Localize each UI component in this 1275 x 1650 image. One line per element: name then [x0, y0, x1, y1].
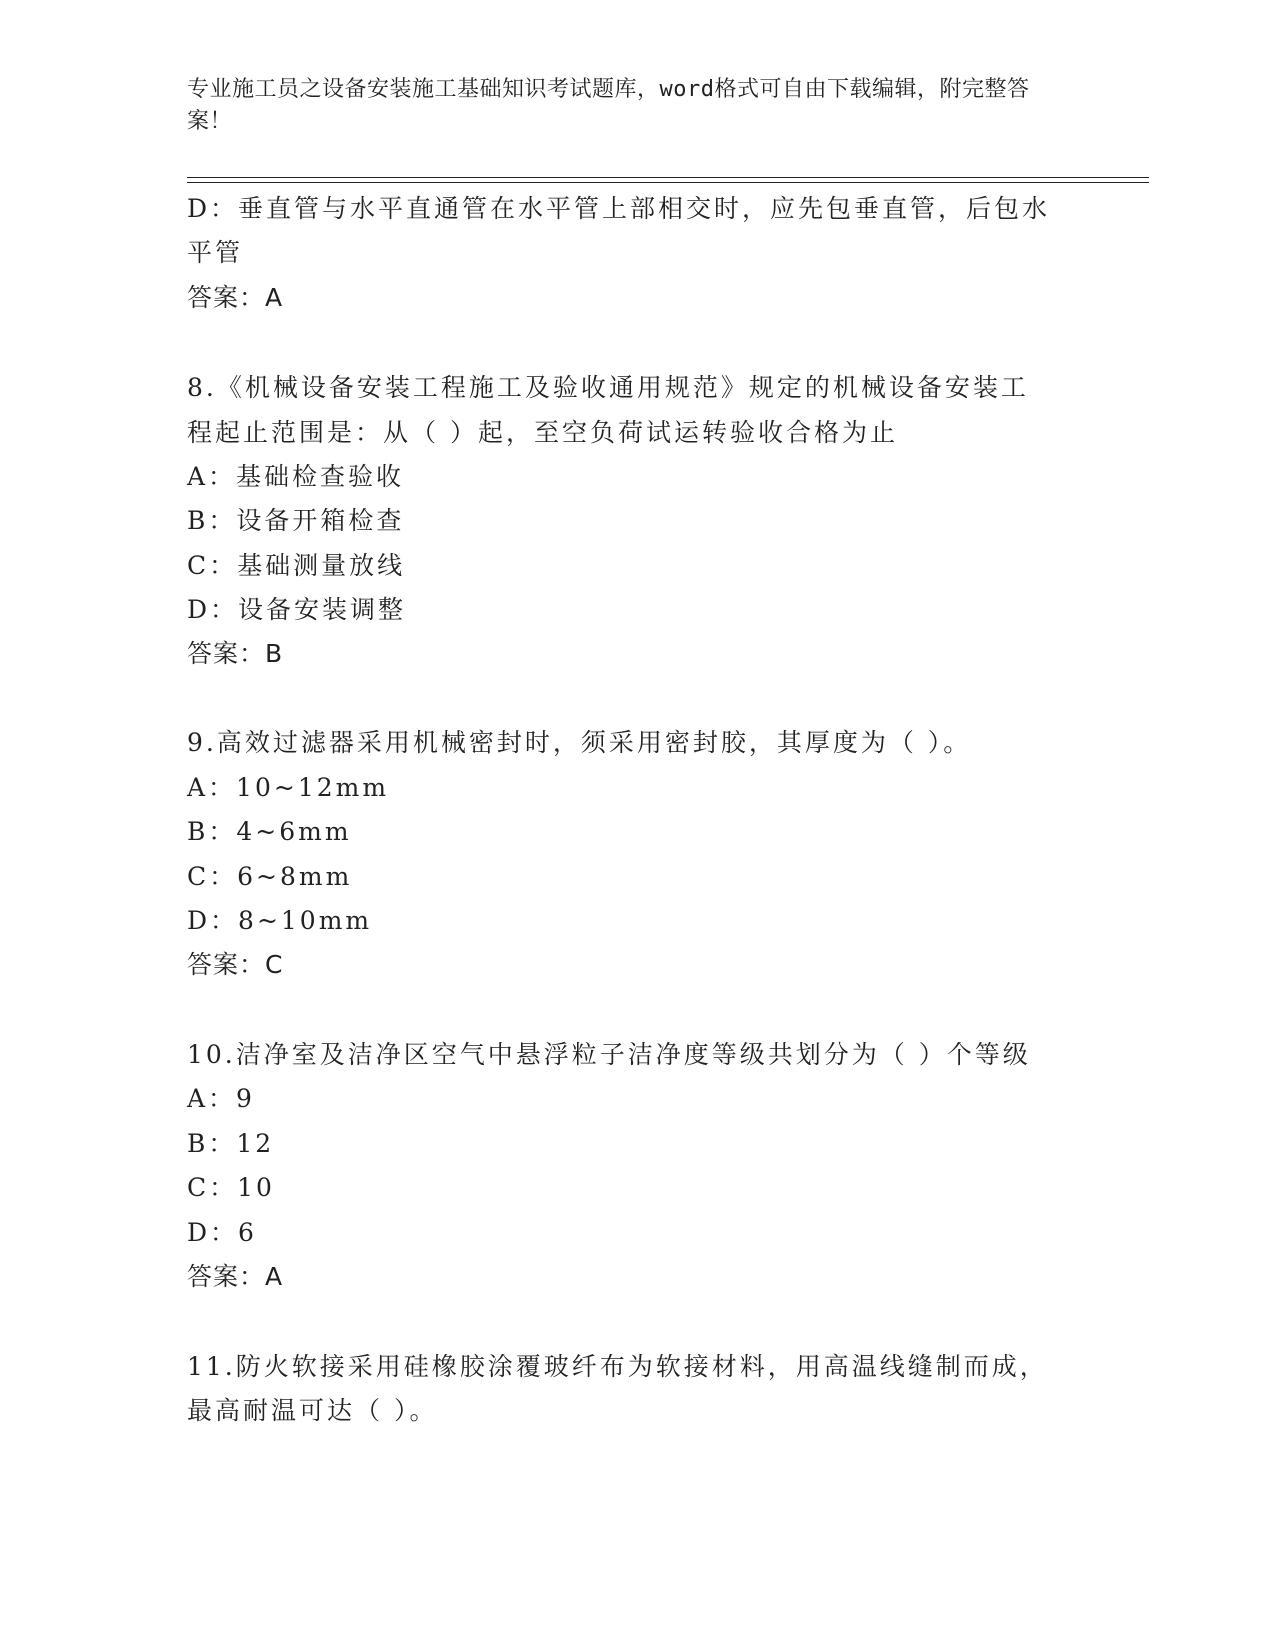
question-8-option-b: B：设备开箱检查	[187, 506, 405, 535]
question-10-option-c: C：10	[187, 1173, 275, 1202]
option-d-line2: 平管	[187, 238, 244, 267]
question-10-answer: 答案：A	[187, 1262, 284, 1291]
question-9-option-b: B：4~6mm	[187, 817, 352, 846]
question-8-option-a: A：基础检查验收	[187, 462, 405, 491]
question-9-option-a: A：10~12mm	[187, 773, 390, 802]
option-d-line1: D：垂直管与水平直通管在水平管上部相交时，应先包垂直管，后包水	[187, 194, 1051, 223]
header-divider	[187, 177, 1149, 178]
page-header: 专业施工员之设备安装施工基础知识考试题库，word格式可自由下载编辑，附完整答案！	[187, 77, 1030, 134]
question-8-option-c: C：基础测量放线	[187, 551, 406, 580]
question-11-stem-line1: 11.防火软接采用硅橡胶涂覆玻纤布为软接材料，用高温线缝制而成，	[187, 1352, 1048, 1381]
answer-carryover: 答案：A	[187, 283, 284, 312]
question-10-option-b: B：12	[187, 1129, 275, 1158]
header-divider-double	[187, 182, 1149, 183]
question-10-option-d: D：6	[187, 1218, 257, 1247]
question-10-option-a: A：9	[187, 1084, 255, 1113]
question-9-answer: 答案：C	[187, 950, 284, 979]
question-9-option-d: D：8~10mm	[187, 906, 373, 935]
question-8-option-d: D：设备安装调整	[187, 595, 407, 624]
question-8-stem-line2: 程起止范围是：从（ ）起，至空负荷试运转验收合格为止	[187, 418, 898, 447]
question-8-answer: 答案：B	[187, 639, 284, 668]
question-10-stem: 10.洁净室及洁净区空气中悬浮粒子洁净度等级共划分为（ ）个等级	[187, 1040, 1031, 1069]
question-8-stem-line1: 8.《机械设备安装工程施工及验收通用规范》规定的机械设备安装工	[187, 373, 1029, 402]
question-9-stem: 9.高效过滤器采用机械密封时，须采用密封胶，其厚度为（ ）。	[187, 728, 972, 757]
question-9-option-c: C：6~8mm	[187, 862, 353, 891]
question-11-stem-line2: 最高耐温可达（ ）。	[187, 1396, 438, 1425]
